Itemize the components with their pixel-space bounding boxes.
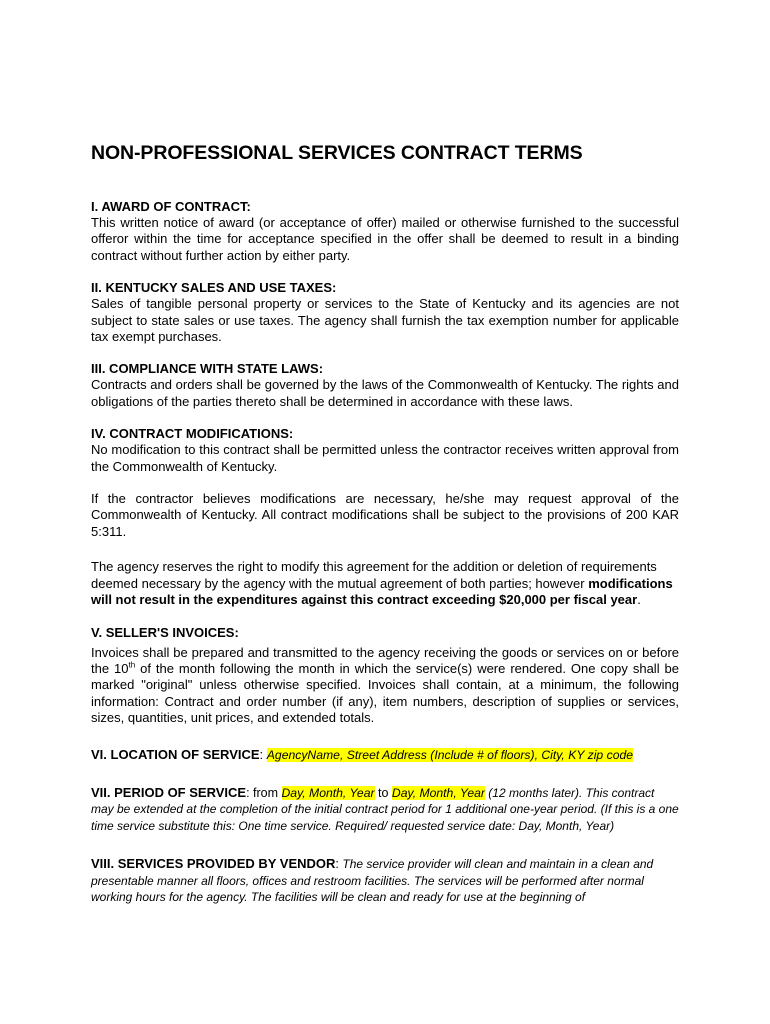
section-location	[91, 747, 679, 763]
section-body	[91, 645, 679, 727]
separator: :	[259, 746, 267, 762]
body-note: (12 months later). This contract may be extended at the completion of the initial contract period for 1 additional one-year period. (If this is a one time service substitute this: One time service. Required/ requested service date: Day, Month, Year)	[91, 785, 679, 833]
section-body: Contracts and orders shall be governed by the laws of the Commonwealth of Kentucky. The rights and obligations of the parties thereto shall be determined in accordance with these laws.	[91, 377, 679, 409]
section-line	[91, 785, 679, 834]
section-body: No modification to this contract shall be permitted unless the contractor receives written approval from the Commonwealth of Kentucky.	[91, 442, 679, 474]
body-text: to	[374, 785, 392, 800]
section-heading: VI. LOCATION OF SERVICE	[91, 746, 260, 762]
section-award	[91, 199, 679, 264]
section-heading: V. SELLER'S INVOICES:	[91, 624, 239, 640]
body-note: The service provider will clean and maintain in a clean and presentable manner all floors, offices and restroom facilities. The services will be performed after normal working hours for the agency. The facilities will be clean and ready for use at the beginning of	[91, 857, 654, 904]
document-content	[91, 140, 679, 921]
document-title: NON-PROFESSIONAL SERVICES CONTRACT TERMS	[91, 142, 583, 164]
section-body: Sales of tangible personal property or services to the State of Kentucky and its agencies are not subject to state sales or use taxes. The agency shall furnish the tax exemption number for applicable tax exempt purchases.	[91, 296, 679, 345]
highlighted-field: AgencyName, Street Address (Include # of floors), City, KY zip code	[266, 747, 634, 762]
section-heading: IV. CONTRACT MODIFICATIONS:	[91, 426, 294, 442]
section-heading: VIII. SERVICES PROVIDED BY VENDOR	[91, 856, 336, 872]
body-emphasis: modifications will not result in the expenditures against this contract exceeding $20,000 per fiscal year	[91, 575, 673, 608]
separator: :	[335, 857, 343, 872]
section-body: This written notice of award (or acceptance of offer) mailed or otherwise furnished to the successful offeror within the time for acceptance specified in the offer shall be deemed to result in a binding contract without further action by either party.	[91, 215, 679, 263]
body-text: of the month following the month in which the service(s) were rendered. One copy shall be marked "original" unless otherwise specified. Invoices shall contain, at a minimum, the following information: Contract and order number (if any), item numbers, description of supplies or services, sizes, quantities, unit prices, and extended totals.	[91, 660, 679, 726]
section-line	[91, 747, 679, 763]
section-invoices	[91, 625, 679, 727]
body-text: .	[637, 592, 641, 608]
section-modifications	[91, 426, 679, 608]
section-line	[91, 856, 679, 905]
section-heading: I. AWARD OF CONTRACT:	[91, 199, 251, 214]
section-heading: III. COMPLIANCE WITH STATE LAWS:	[91, 361, 324, 377]
section-taxes	[91, 280, 679, 345]
section-heading: VII. PERIOD OF SERVICE	[91, 784, 247, 800]
body-text: Invoices shall be prepared and transmitted to the agency receiving the goods or services on or before the 10	[91, 644, 679, 676]
section-period	[91, 785, 679, 834]
superscript: th	[128, 660, 136, 670]
section-laws	[91, 361, 679, 410]
highlighted-field: Day, Month, Year	[281, 785, 375, 800]
section-services	[91, 856, 679, 905]
body-text: The agency reserves the right to modify this agreement for the addition or deletion of requirements deemed necessary by the agency with the mutual agreement of both parties; however	[91, 559, 657, 591]
section-body: If the contractor believes modifications are necessary, he/she may request approval of the Commonwealth of Kentucky. All contract modifications shall be subject to the provisions of 200 KAR 5:311.	[91, 491, 679, 539]
section-heading: II. KENTUCKY SALES AND USE TAXES:	[91, 280, 337, 296]
body-text: : from	[246, 785, 282, 800]
highlighted-field: Day, Month, Year	[391, 785, 485, 800]
section-body	[91, 559, 679, 608]
